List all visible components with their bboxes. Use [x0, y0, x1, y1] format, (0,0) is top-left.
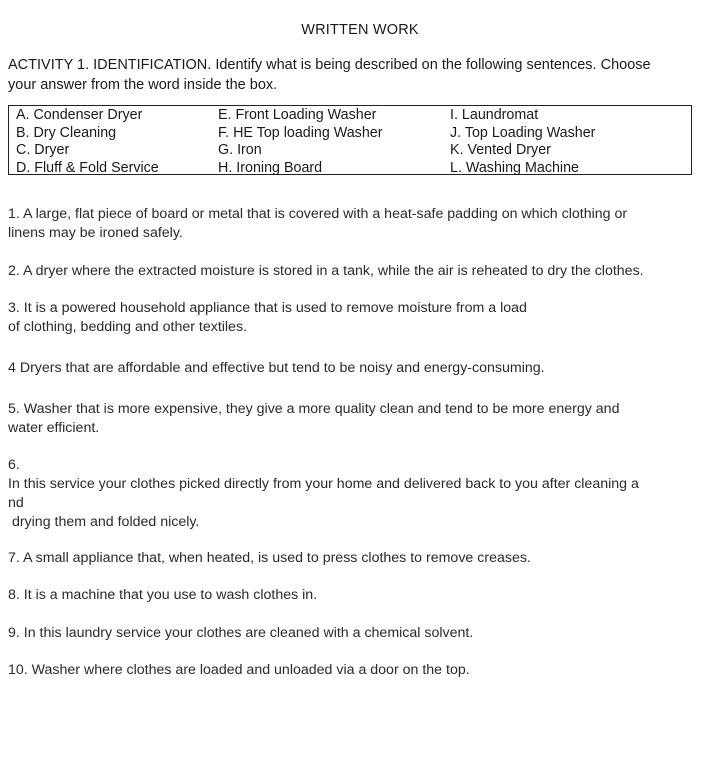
question-line: 2. A dryer where the extracted moisture is stored in a tank, while the air is reheated to dry the clothes.: [8, 263, 644, 279]
question-line: 6.: [8, 457, 20, 473]
choice-k: K. Vented Dryer: [450, 142, 551, 158]
activity-instruction-text: Identify what is being described on the following sentences. Choose: [211, 57, 651, 73]
choice-g: G. Iron: [218, 142, 262, 158]
choice-b: B. Dry Cleaning: [16, 124, 117, 141]
page-title: WRITTEN WORK: [301, 22, 419, 38]
choices-column-3: [450, 107, 595, 177]
question-line: 4 Dryers that are affordable and effective but tend to be noisy and energy-consuming.: [8, 360, 545, 376]
choice-j: J. Top Loading Washer: [450, 124, 596, 141]
choice-a: A. Condenser Dryer: [16, 107, 143, 123]
question-5: [8, 400, 698, 438]
activity-heading: ACTIVITY 1. IDENTIFICATION.: [8, 57, 212, 73]
question-line: In this service your clothes picked directly from your home and delivered back to you after cleaning a: [8, 476, 639, 492]
question-10: [8, 661, 698, 680]
choice-l: L. Washing Machine: [450, 159, 579, 176]
choices-column-2: [218, 107, 383, 177]
question-2: [8, 262, 698, 281]
question-7: [8, 549, 698, 568]
question-6: [8, 456, 698, 532]
question-8: [8, 586, 698, 605]
choice-h: H. Ironing Board: [218, 159, 323, 176]
question-line: drying them and folded nicely.: [8, 514, 200, 530]
question-line: 7. A small appliance that, when heated, is used to press clothes to remove creases.: [8, 550, 531, 566]
question-line: nd: [8, 495, 24, 511]
question-line: water efficient.: [8, 420, 100, 436]
question-line: 9. In this laundry service your clothes are cleaned with a chemical solvent.: [8, 625, 474, 641]
question-line: 1. A large, flat piece of board or metal that is covered with a heat-safe padding on which clothing or: [8, 206, 628, 222]
question-1: [8, 205, 698, 243]
choices-column-1: [16, 107, 159, 177]
question-3: [8, 299, 698, 337]
choice-i: I. Laundromat: [450, 107, 539, 123]
question-line: 3. It is a powered household appliance that is used to remove moisture from a load: [8, 300, 527, 316]
question-line: linens may be ironed safely.: [8, 225, 183, 241]
question-line: of clothing, bedding and other textiles.: [8, 319, 247, 335]
activity-instructions: [8, 55, 698, 95]
question-9: [8, 624, 698, 643]
choice-f: F. HE Top loading Washer: [218, 124, 383, 141]
question-line: 10. Washer where clothes are loaded and unloaded via a door on the top.: [8, 662, 470, 678]
answer-choices-box: [8, 105, 692, 175]
choice-d: D. Fluff & Fold Service: [16, 159, 159, 176]
question-line: 5. Washer that is more expensive, they give a more quality clean and tend to be more energy and: [8, 401, 620, 417]
activity-instruction-text-2: your answer from the word inside the box.: [8, 77, 278, 93]
choice-e: E. Front Loading Washer: [218, 107, 377, 123]
question-4: [8, 359, 698, 378]
choice-c: C. Dryer: [16, 142, 70, 158]
question-line: 8. It is a machine that you use to wash clothes in.: [8, 587, 318, 603]
